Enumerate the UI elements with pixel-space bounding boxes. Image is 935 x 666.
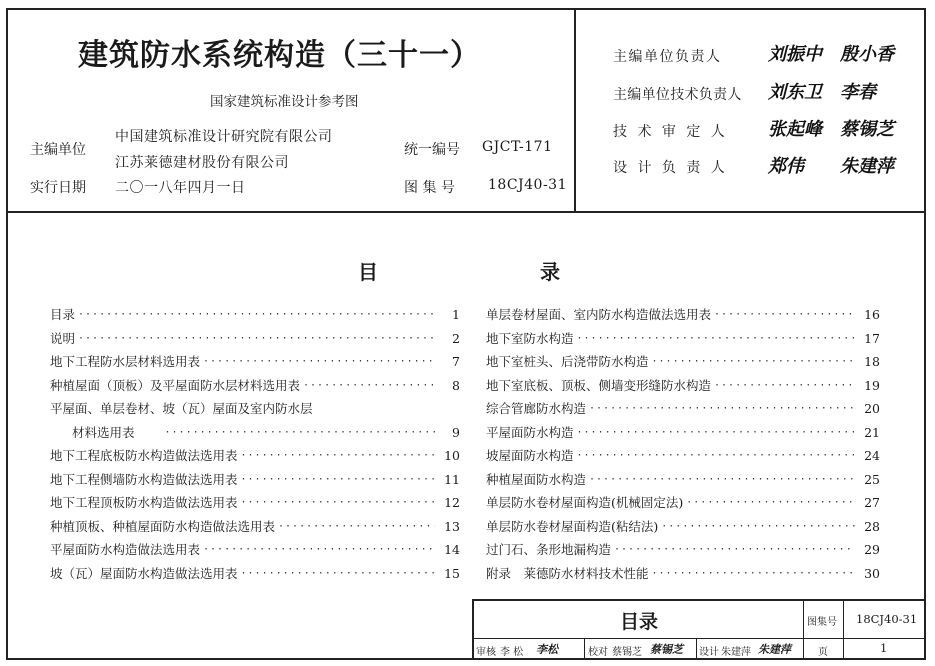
leader-dots — [78, 303, 435, 327]
toc-item[interactable] — [50, 538, 460, 562]
leader-dots — [652, 350, 855, 374]
leader-dots — [577, 421, 855, 445]
toc-item-title: 地下室防水构造 — [486, 330, 574, 346]
toc-item-title: 说明 — [50, 330, 76, 346]
toc-item[interactable] — [486, 562, 880, 586]
signature-chief-editor-1: 刘振中 — [768, 44, 822, 65]
toc-item[interactable] — [486, 303, 880, 327]
leader-dots — [652, 562, 855, 586]
toc-item-page: 19 — [864, 377, 880, 393]
sig-label-reviewer: 技 术 审 定 人 — [613, 124, 728, 140]
toc-item-page: 16 — [864, 307, 880, 322]
title-block-atlas-value: 18CJ40-31 — [856, 612, 918, 626]
toc-item-page: 7 — [452, 354, 460, 369]
title-block-col-divider — [803, 601, 804, 658]
leader-dots — [241, 491, 435, 515]
toc-item-page: 18 — [864, 354, 880, 369]
toc-item-page: 28 — [864, 518, 880, 534]
title-block — [472, 599, 926, 660]
signature-reviewer-1: 张起峰 — [768, 119, 822, 140]
toc-item[interactable] — [486, 421, 880, 445]
sig-label-design-lead: 设 计 负 责 人 — [613, 160, 728, 176]
toc-item-page: 30 — [864, 565, 880, 581]
review-signature: 李松 — [536, 643, 558, 656]
toc-item-page: 11 — [444, 471, 460, 487]
signature-tech-lead-2: 李春 — [840, 82, 876, 103]
toc-item-page: 15 — [444, 565, 460, 581]
toc-item-title: 种植屋面防水构造 — [486, 471, 587, 487]
toc-item-title: 综合管廊防水构造 — [486, 401, 587, 416]
toc-item[interactable] — [50, 421, 460, 445]
sig-label-tech-lead: 主编单位技术负责人 — [613, 87, 742, 103]
toc-item-title: 平屋面、单层卷材、坡（瓦）屋面及室内防水层 — [50, 401, 313, 416]
title-block-row-divider — [474, 638, 924, 639]
toc-item-page: 1 — [452, 307, 460, 322]
title-block-atlas-label: 图集号 — [807, 617, 837, 628]
toc-item[interactable] — [486, 327, 880, 351]
toc-item-title: 坡屋面防水构造 — [486, 448, 574, 463]
page-value: 1 — [880, 641, 888, 655]
toc-item-title: 目录 — [50, 307, 76, 322]
toc-item-title: 平屋面防水构造做法选用表 — [50, 542, 201, 557]
toc-item-page: 24 — [864, 448, 880, 463]
review-label: 审核 — [476, 647, 496, 658]
toc-item-page: 14 — [444, 542, 460, 557]
toc-heading-right: 录 — [540, 260, 560, 284]
toc-item-title: 材料选用表 — [72, 424, 135, 440]
toc-left-column — [50, 303, 460, 585]
leader-dots — [241, 468, 435, 492]
toc-item[interactable] — [50, 562, 460, 586]
leader-dots — [203, 350, 435, 374]
toc-item[interactable] — [50, 468, 460, 492]
title-block-cell-divider — [584, 638, 585, 658]
date-label: 实行日期 — [30, 180, 86, 196]
atlas-title: 建筑防水系统构造（三十一） — [78, 38, 481, 73]
design-name: 朱建萍 — [721, 647, 751, 658]
leader-dots — [589, 468, 855, 492]
toc-item-page: 20 — [864, 401, 880, 416]
toc-item[interactable] — [50, 491, 460, 515]
toc-item[interactable] — [486, 515, 880, 539]
toc-item-page: 12 — [444, 495, 460, 510]
date-value: 二〇一八年四月一日 — [115, 180, 246, 196]
toc-item[interactable] — [486, 444, 880, 468]
toc-item[interactable] — [50, 515, 460, 539]
editor-unit-label: 主编单位 — [30, 142, 86, 158]
toc-heading-left: 目 — [358, 260, 378, 284]
toc-item-page: 21 — [864, 424, 880, 440]
editor-unit-2: 江苏莱德建材股份有限公司 — [115, 155, 289, 171]
toc-item-title: 附录 莱德防水材料技术性能 — [486, 565, 649, 581]
atlas-subtitle: 国家建筑标准设计参考图 — [210, 94, 359, 110]
signature-design-lead-2: 朱建萍 — [840, 156, 894, 177]
leader-dots — [577, 444, 855, 468]
header-divider — [574, 8, 576, 212]
toc-item[interactable] — [50, 444, 460, 468]
toc-item-page: 13 — [444, 518, 460, 534]
leader-dots — [614, 538, 855, 562]
toc-right-column — [486, 303, 880, 585]
check-name: 蔡锡芝 — [612, 647, 642, 658]
code-label: 统一编号 — [404, 142, 460, 158]
toc-item-page: 27 — [864, 495, 880, 510]
title-block-title: 目录 — [620, 611, 659, 633]
toc-item[interactable] — [50, 350, 460, 374]
toc-item-title: 单层卷材屋面、室内防水构造做法选用表 — [486, 307, 712, 322]
toc-item-title: 地下工程侧墙防水构造做法选用表 — [50, 471, 238, 487]
toc-item[interactable] — [486, 397, 880, 421]
toc-item-page: 29 — [864, 542, 880, 557]
toc-item-title: 地下室底板、顶板、侧墙变形缝防水构造 — [486, 377, 712, 393]
leader-dots — [241, 444, 435, 468]
signature-tech-lead-1: 刘东卫 — [768, 82, 822, 103]
toc-item-title: 种植屋面（顶板）及平屋面防水层材料选用表 — [50, 377, 301, 393]
signature-reviewer-2: 蔡锡芝 — [840, 119, 894, 140]
toc-item[interactable] — [486, 538, 880, 562]
toc-item[interactable] — [486, 374, 880, 398]
toc-item-title: 单层防水卷材屋面构造(机械固定法) — [486, 495, 684, 510]
toc-item[interactable] — [486, 491, 880, 515]
toc-item[interactable] — [486, 468, 880, 492]
toc-item-title: 平屋面防水构造 — [486, 424, 574, 440]
title-block-col-divider — [843, 601, 844, 658]
title-block-cell-divider — [696, 638, 697, 658]
toc-item-page: 17 — [864, 330, 880, 346]
toc-item[interactable] — [486, 350, 880, 374]
code-value: GJCT-171 — [482, 139, 553, 155]
toc-item-title: 坡（瓦）屋面防水构造做法选用表 — [50, 565, 238, 581]
toc-item[interactable] — [50, 327, 460, 351]
check-label: 校对 — [588, 647, 608, 658]
atlas-number-value: 18CJ40-31 — [488, 177, 567, 193]
toc-item-title: 过门石、条形地漏构造 — [486, 542, 612, 557]
leader-dots — [278, 515, 435, 539]
leader-dots — [686, 491, 855, 515]
design-signature: 朱建萍 — [758, 643, 791, 656]
leader-dots — [78, 327, 435, 351]
leader-dots — [714, 303, 855, 327]
page-label: 页 — [818, 647, 828, 658]
leader-dots — [241, 562, 435, 586]
atlas-number-label: 图 集 号 — [404, 180, 455, 196]
leader-dots — [577, 327, 855, 351]
toc-item-title: 地下工程底板防水构造做法选用表 — [50, 448, 238, 463]
sig-label-chief-editor: 主编单位负责人 — [613, 49, 722, 65]
leader-dots — [303, 374, 435, 398]
design-label: 设计 — [699, 647, 719, 658]
review-name: 李 松 — [500, 647, 524, 658]
toc-item[interactable] — [50, 397, 460, 421]
toc-item-page: 8 — [452, 377, 460, 393]
signature-chief-editor-2: 殷小香 — [840, 44, 894, 65]
toc-item[interactable] — [50, 374, 460, 398]
toc-item-title: 种植顶板、种植屋面防水构造做法选用表 — [50, 518, 276, 534]
editor-unit-1: 中国建筑标准设计研究院有限公司 — [115, 129, 333, 145]
leader-dots — [661, 515, 855, 539]
check-signature: 蔡锡芝 — [650, 643, 683, 656]
leader-dots — [714, 374, 855, 398]
toc-item-title: 地下工程防水层材料选用表 — [50, 354, 201, 369]
toc-item-title: 单层防水卷材屋面构造(粘结法) — [486, 518, 659, 534]
leader-dots — [165, 421, 435, 445]
leader-dots — [203, 538, 435, 562]
header-bottom-line — [6, 211, 926, 213]
toc-item-page: 9 — [452, 424, 460, 440]
toc-item-title: 地下室桩头、后浇带防水构造 — [486, 354, 649, 369]
toc-item-page: 10 — [444, 448, 460, 463]
toc-item-title: 地下工程顶板防水构造做法选用表 — [50, 495, 238, 510]
signature-design-lead-1: 郑伟 — [768, 156, 804, 177]
leader-dots — [589, 397, 855, 421]
toc-item-page: 2 — [452, 330, 460, 346]
toc-item[interactable] — [50, 303, 460, 327]
toc-item-page: 25 — [864, 471, 880, 487]
